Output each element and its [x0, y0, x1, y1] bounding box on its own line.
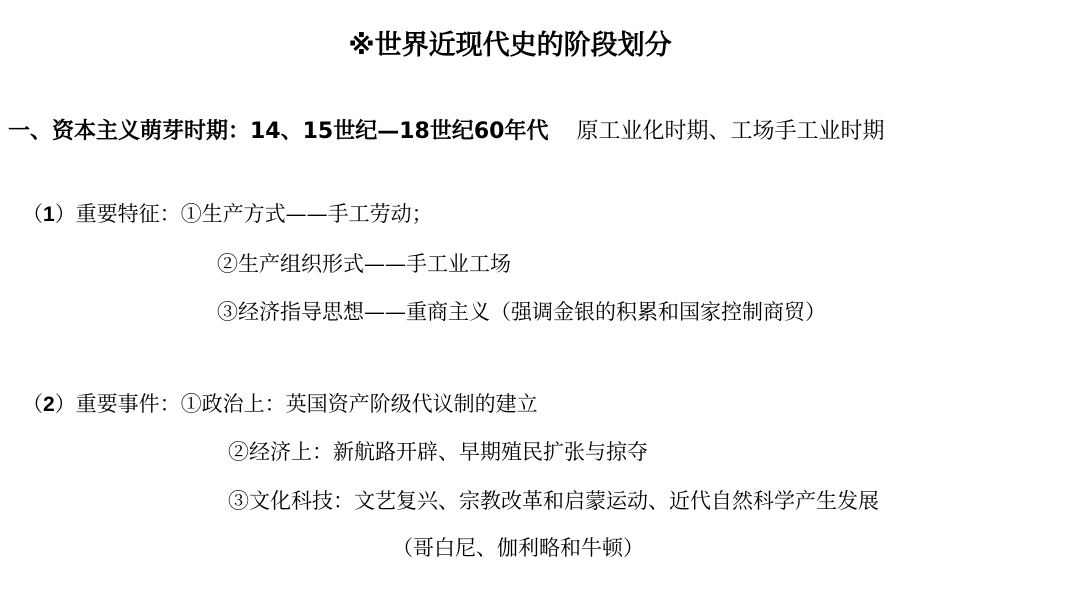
- event-item-3: ③文化科技：文艺复兴、宗教改革和启蒙运动、近代自然科学产生发展: [228, 489, 879, 513]
- feature-item-1: ①生产方式——手工劳动；: [180, 202, 433, 226]
- events-label-open: （: [22, 392, 43, 416]
- section-heading: [8, 119, 884, 145]
- events-label-number: 2: [43, 393, 55, 416]
- events-label-close: ）重要事件：: [54, 392, 181, 416]
- events-label: [22, 392, 181, 416]
- features-label-open: （: [22, 202, 43, 226]
- feature-item-2: ②生产组织形式——手工业工场: [217, 252, 511, 276]
- features-line-1: [22, 202, 433, 227]
- page-title: ※世界近现代史的阶段划分: [348, 30, 672, 61]
- features-label-close: ）重要特征：: [54, 202, 181, 226]
- section-heading-text: 一、资本主义萌芽时期：14、15世纪—18世纪60年代: [8, 119, 549, 144]
- section-heading-note: 原工业化时期、工场手工业时期: [576, 119, 885, 144]
- features-label: [22, 202, 181, 226]
- event-item-2: ②经济上：新航路开辟、早期殖民扩张与掠夺: [228, 440, 648, 464]
- feature-item-3: ③经济指导思想——重商主义（强调金银的积累和国家控制商贸）: [217, 300, 826, 324]
- event-item-3-continuation: （哥白尼、伽利略和牛顿）: [392, 536, 644, 560]
- event-item-1: ①政治上：英国资产阶级代议制的建立: [180, 392, 538, 416]
- events-line-1: [22, 392, 538, 417]
- features-label-number: 1: [43, 203, 55, 226]
